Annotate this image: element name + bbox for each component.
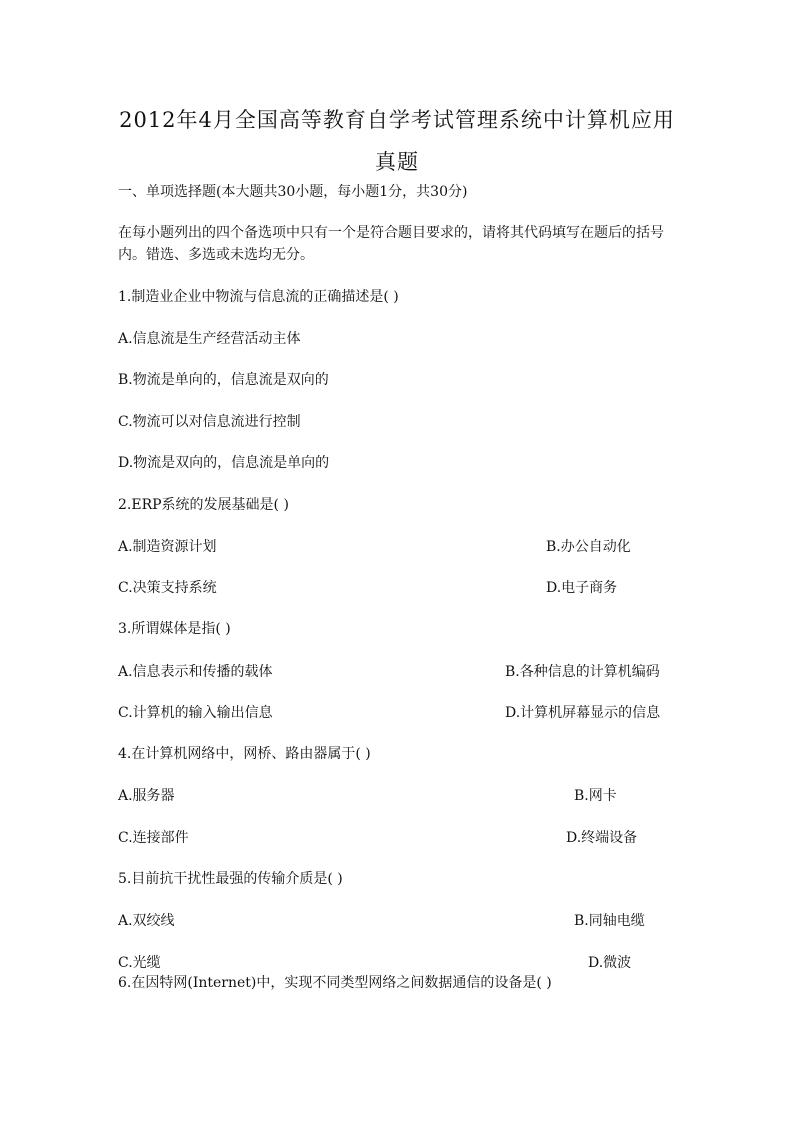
question-5-stem: 5.目前抗干扰性最强的传输介质是( ) [118, 871, 343, 887]
document-title-line1: 2012年4月全国高等教育自学考试管理系统中计算机应用 [119, 108, 675, 132]
question-3-option-d: D.计算机屏幕显示的信息 [505, 705, 661, 721]
question-2-option-b: B.办公自动化 [546, 539, 631, 555]
question-1-option-b: B.物流是单向的，信息流是双向的 [118, 372, 329, 388]
question-4-stem: 4.在计算机网络中，网桥、路由器属于( ) [118, 746, 371, 762]
question-1-option-c: C.物流可以对信息流进行控制 [118, 414, 301, 430]
question-3-option-a: A.信息表示和传播的载体 [118, 664, 273, 680]
question-3-option-c: C.计算机的输入输出信息 [118, 705, 273, 721]
question-2-stem: 2.ERP系统的发展基础是( ) [118, 497, 289, 513]
question-2-option-d: D.电子商务 [546, 580, 618, 596]
question-4-option-b: B.网卡 [574, 788, 617, 804]
question-1-option-a: A.信息流是生产经营活动主体 [118, 331, 301, 347]
question-4-option-d: D.终端设备 [566, 830, 638, 846]
question-4-option-a: A.服务器 [118, 788, 175, 804]
question-6-stem: 6.在因特网(Internet)中，实现不同类型网络之间数据通信的设备是( ) [118, 975, 552, 991]
question-3-stem: 3.所谓媒体是指( ) [118, 621, 231, 637]
question-3-option-b: B.各种信息的计算机编码 [505, 664, 660, 680]
instructions-paragraph: 在每小题列出的四个备选项中只有一个是符合题目要求的，请将其代码填写在题后的括号内。错选、多选或未选均无分。 [118, 225, 664, 263]
document-title-line2: 真题 [375, 150, 419, 174]
question-5-option-a: A.双绞线 [118, 913, 175, 929]
question-1-option-d: D.物流是双向的，信息流是单向的 [118, 455, 330, 471]
question-4-option-c: C.连接部件 [118, 830, 189, 846]
question-1-stem: 1.制造业企业中物流与信息流的正确描述是( ) [118, 289, 399, 305]
section-heading: 一、单项选择题(本大题共30小题，每小题1分，共30分) [118, 184, 468, 200]
question-2-option-a: A.制造资源计划 [118, 539, 217, 555]
question-5-option-d: D.微波 [588, 955, 632, 971]
question-5-option-c: C.光缆 [118, 955, 161, 971]
question-2-option-c: C.决策支持系统 [118, 580, 217, 596]
question-5-option-b: B.同轴电缆 [574, 913, 645, 929]
